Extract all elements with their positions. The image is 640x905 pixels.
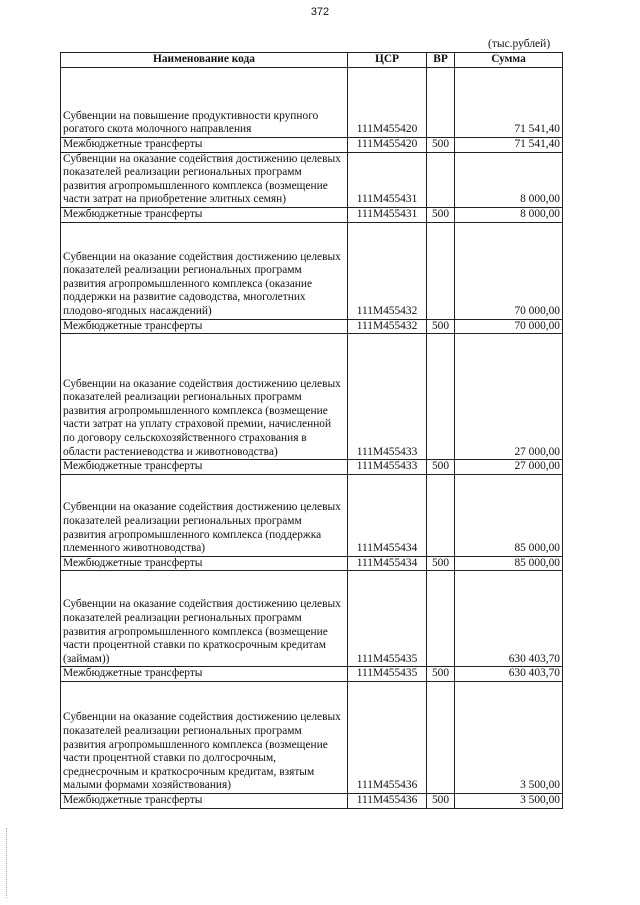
row-sum: 71 541,40 — [455, 68, 563, 138]
row-vr: 500 — [427, 207, 455, 222]
row-vr — [427, 222, 455, 319]
row-sum: 630 403,70 — [455, 667, 563, 682]
table-row — [61, 152, 563, 207]
row-vr: 500 — [427, 667, 455, 682]
header-vr: ВР — [427, 53, 455, 68]
table-row — [61, 207, 563, 222]
row-csr: 111М455432 — [348, 319, 427, 334]
row-sum: 70 000,00 — [455, 222, 563, 319]
row-name: Субвенции на оказание содействия достижению целевых показателей реализации региональных программ развития агропромышленного комплекса (возмещение части процентной ставки по краткосрочным кредитам (займам)) — [61, 571, 348, 667]
row-name: Субвенции на повышение продуктивности крупного рогатого скота молочного направления — [61, 68, 348, 138]
row-name: Межбюджетные трансферты — [61, 460, 348, 475]
table-row — [61, 334, 563, 460]
row-sum: 3 500,00 — [455, 793, 563, 808]
table-row — [61, 681, 563, 793]
row-csr: 111М455432 — [348, 222, 427, 319]
row-sum: 70 000,00 — [455, 319, 563, 334]
row-name: Межбюджетные трансферты — [61, 319, 348, 334]
row-vr — [427, 68, 455, 138]
row-vr: 500 — [427, 319, 455, 334]
row-sum: 71 541,40 — [455, 138, 563, 153]
row-vr: 500 — [427, 138, 455, 153]
budget-table — [60, 52, 563, 809]
row-name: Субвенции на оказание содействия достижению целевых показателей реализации региональных программ развития агропромышленного комплекса (возмещение части затрат на приобретение элитных семян) — [61, 152, 348, 207]
header-name: Наименование кода — [61, 53, 348, 68]
row-name: Субвенции на оказание содействия достижению целевых показателей реализации региональных программ развития агропромышленного комплекса (возмещение части затрат на уплату страховой премии, начисленной по договору сельскохозяйственного страхования в области растениеводства и животноводства) — [61, 334, 348, 460]
row-vr — [427, 334, 455, 460]
table-row — [61, 556, 563, 571]
row-vr: 500 — [427, 556, 455, 571]
table-row — [61, 571, 563, 667]
row-vr — [427, 681, 455, 793]
row-vr — [427, 474, 455, 556]
row-csr: 111М455433 — [348, 460, 427, 475]
table-row — [61, 138, 563, 153]
row-name: Субвенции на оказание содействия достижению целевых показателей реализации региональных программ развития агропромышленного комплекса (поддержка племенного животноводства) — [61, 474, 348, 556]
table-row — [61, 474, 563, 556]
row-csr: 111М455420 — [348, 138, 427, 153]
header-csr: ЦСР — [348, 53, 427, 68]
row-sum: 27 000,00 — [455, 334, 563, 460]
header-sum: Сумма — [455, 53, 563, 68]
row-sum: 85 000,00 — [455, 556, 563, 571]
row-csr: 111М455435 — [348, 667, 427, 682]
row-name: Межбюджетные трансферты — [61, 138, 348, 153]
scan-edge-marks — [6, 828, 9, 898]
row-vr: 500 — [427, 793, 455, 808]
row-csr: 111М455420 — [348, 68, 427, 138]
row-name: Субвенции на оказание содействия достижению целевых показателей реализации региональных программ развития агропромышленного комплекса (оказание поддержки на развитие садоводства, многолетних плодово-ягодных насаждений) — [61, 222, 348, 319]
row-name: Межбюджетные трансферты — [61, 793, 348, 808]
table-row — [61, 793, 563, 808]
table-row — [61, 460, 563, 475]
row-sum: 85 000,00 — [455, 474, 563, 556]
row-csr: 111М455436 — [348, 793, 427, 808]
table-row — [61, 667, 563, 682]
row-vr — [427, 571, 455, 667]
row-csr: 111М455436 — [348, 681, 427, 793]
row-vr — [427, 152, 455, 207]
table-row — [61, 68, 563, 138]
row-sum: 630 403,70 — [455, 571, 563, 667]
row-csr: 111М455435 — [348, 571, 427, 667]
row-name: Межбюджетные трансферты — [61, 667, 348, 682]
row-name: Субвенции на оказание содействия достижению целевых показателей реализации региональных программ развития агропромышленного комплекса (возмещение части процентной ставки по долгосрочным, среднесрочным и краткосрочным кредитам, взятым малыми формами хозяйствования) — [61, 681, 348, 793]
page-number: 372 — [310, 6, 330, 18]
row-sum: 8 000,00 — [455, 207, 563, 222]
row-name: Межбюджетные трансферты — [61, 556, 348, 571]
row-csr: 111М455434 — [348, 556, 427, 571]
row-name: Межбюджетные трансферты — [61, 207, 348, 222]
table-header-row — [61, 53, 563, 68]
row-sum: 27 000,00 — [455, 460, 563, 475]
table-row — [61, 222, 563, 319]
row-vr: 500 — [427, 460, 455, 475]
row-csr: 111М455431 — [348, 207, 427, 222]
units-label: (тыс.рублей) — [488, 38, 551, 50]
table-row — [61, 319, 563, 334]
row-csr: 111М455434 — [348, 474, 427, 556]
row-csr: 111М455431 — [348, 152, 427, 207]
row-csr: 111М455433 — [348, 334, 427, 460]
row-sum: 8 000,00 — [455, 152, 563, 207]
row-sum: 3 500,00 — [455, 681, 563, 793]
